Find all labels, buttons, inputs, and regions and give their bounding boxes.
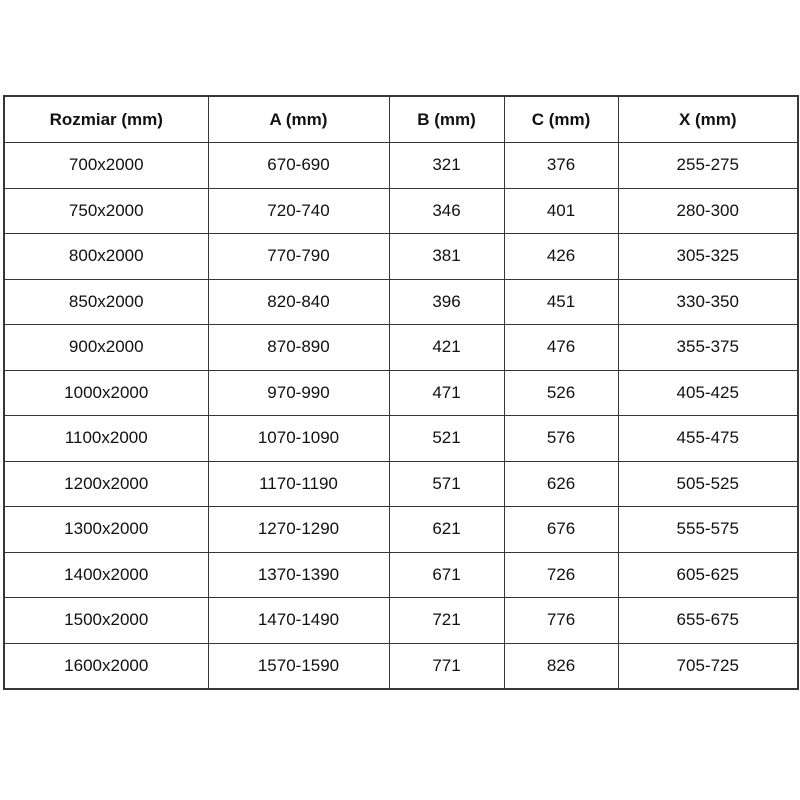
table-cell-c: 426 xyxy=(504,234,618,280)
table-cell-x: 455-475 xyxy=(618,416,798,462)
table-cell-a: 870-890 xyxy=(208,325,389,371)
table-row xyxy=(4,598,798,644)
table-cell-rozmiar: 1500x2000 xyxy=(4,598,208,644)
table-cell-x: 405-425 xyxy=(618,370,798,416)
table-cell-b: 381 xyxy=(389,234,504,280)
table-cell-b: 346 xyxy=(389,188,504,234)
table-cell-rozmiar: 1400x2000 xyxy=(4,552,208,598)
table-cell-c: 726 xyxy=(504,552,618,598)
table-cell-rozmiar: 700x2000 xyxy=(4,143,208,189)
column-header-c: C (mm) xyxy=(504,96,618,143)
table-cell-c: 376 xyxy=(504,143,618,189)
table-cell-c: 626 xyxy=(504,461,618,507)
table-cell-a: 1270-1290 xyxy=(208,507,389,553)
table-cell-x: 330-350 xyxy=(618,279,798,325)
table-cell-x: 355-375 xyxy=(618,325,798,371)
table-cell-b: 771 xyxy=(389,643,504,689)
table-cell-b: 421 xyxy=(389,325,504,371)
table-cell-b: 471 xyxy=(389,370,504,416)
table-row xyxy=(4,143,798,189)
table-cell-x: 705-725 xyxy=(618,643,798,689)
table-cell-b: 721 xyxy=(389,598,504,644)
column-header-x: X (mm) xyxy=(618,96,798,143)
table-cell-x: 305-325 xyxy=(618,234,798,280)
table-cell-b: 396 xyxy=(389,279,504,325)
table-cell-c: 576 xyxy=(504,416,618,462)
table-cell-a: 1070-1090 xyxy=(208,416,389,462)
table-cell-a: 720-740 xyxy=(208,188,389,234)
column-header-rozmiar: Rozmiar (mm) xyxy=(4,96,208,143)
table-cell-rozmiar: 1600x2000 xyxy=(4,643,208,689)
table-cell-x: 280-300 xyxy=(618,188,798,234)
table-cell-rozmiar: 1000x2000 xyxy=(4,370,208,416)
table-cell-x: 505-525 xyxy=(618,461,798,507)
table-cell-b: 321 xyxy=(389,143,504,189)
table-cell-c: 676 xyxy=(504,507,618,553)
table-cell-a: 670-690 xyxy=(208,143,389,189)
table-row xyxy=(4,279,798,325)
table-cell-b: 571 xyxy=(389,461,504,507)
table-cell-c: 401 xyxy=(504,188,618,234)
size-spec-table xyxy=(3,95,799,690)
table-cell-c: 526 xyxy=(504,370,618,416)
table-row xyxy=(4,643,798,689)
table-cell-b: 621 xyxy=(389,507,504,553)
table-cell-b: 671 xyxy=(389,552,504,598)
table-cell-a: 970-990 xyxy=(208,370,389,416)
table-cell-rozmiar: 900x2000 xyxy=(4,325,208,371)
table-row xyxy=(4,370,798,416)
table-cell-x: 605-625 xyxy=(618,552,798,598)
table-cell-b: 521 xyxy=(389,416,504,462)
table-row xyxy=(4,188,798,234)
table-cell-rozmiar: 750x2000 xyxy=(4,188,208,234)
table-cell-x: 655-675 xyxy=(618,598,798,644)
table-cell-x: 255-275 xyxy=(618,143,798,189)
table-cell-a: 1370-1390 xyxy=(208,552,389,598)
table-cell-rozmiar: 1100x2000 xyxy=(4,416,208,462)
table-cell-rozmiar: 800x2000 xyxy=(4,234,208,280)
table-cell-a: 1570-1590 xyxy=(208,643,389,689)
table-row xyxy=(4,507,798,553)
table-cell-c: 776 xyxy=(504,598,618,644)
table-cell-a: 1470-1490 xyxy=(208,598,389,644)
table-header-row xyxy=(4,96,798,143)
table-cell-c: 476 xyxy=(504,325,618,371)
column-header-a: A (mm) xyxy=(208,96,389,143)
table-cell-c: 451 xyxy=(504,279,618,325)
column-header-b: B (mm) xyxy=(389,96,504,143)
table-body xyxy=(4,143,798,690)
table-row xyxy=(4,461,798,507)
table-cell-a: 1170-1190 xyxy=(208,461,389,507)
table-row xyxy=(4,234,798,280)
table-row xyxy=(4,416,798,462)
table-cell-rozmiar: 1300x2000 xyxy=(4,507,208,553)
table-cell-a: 770-790 xyxy=(208,234,389,280)
table-cell-x: 555-575 xyxy=(618,507,798,553)
table-cell-rozmiar: 1200x2000 xyxy=(4,461,208,507)
table-cell-a: 820-840 xyxy=(208,279,389,325)
table-row xyxy=(4,325,798,371)
table-row xyxy=(4,552,798,598)
table-cell-rozmiar: 850x2000 xyxy=(4,279,208,325)
table-cell-c: 826 xyxy=(504,643,618,689)
